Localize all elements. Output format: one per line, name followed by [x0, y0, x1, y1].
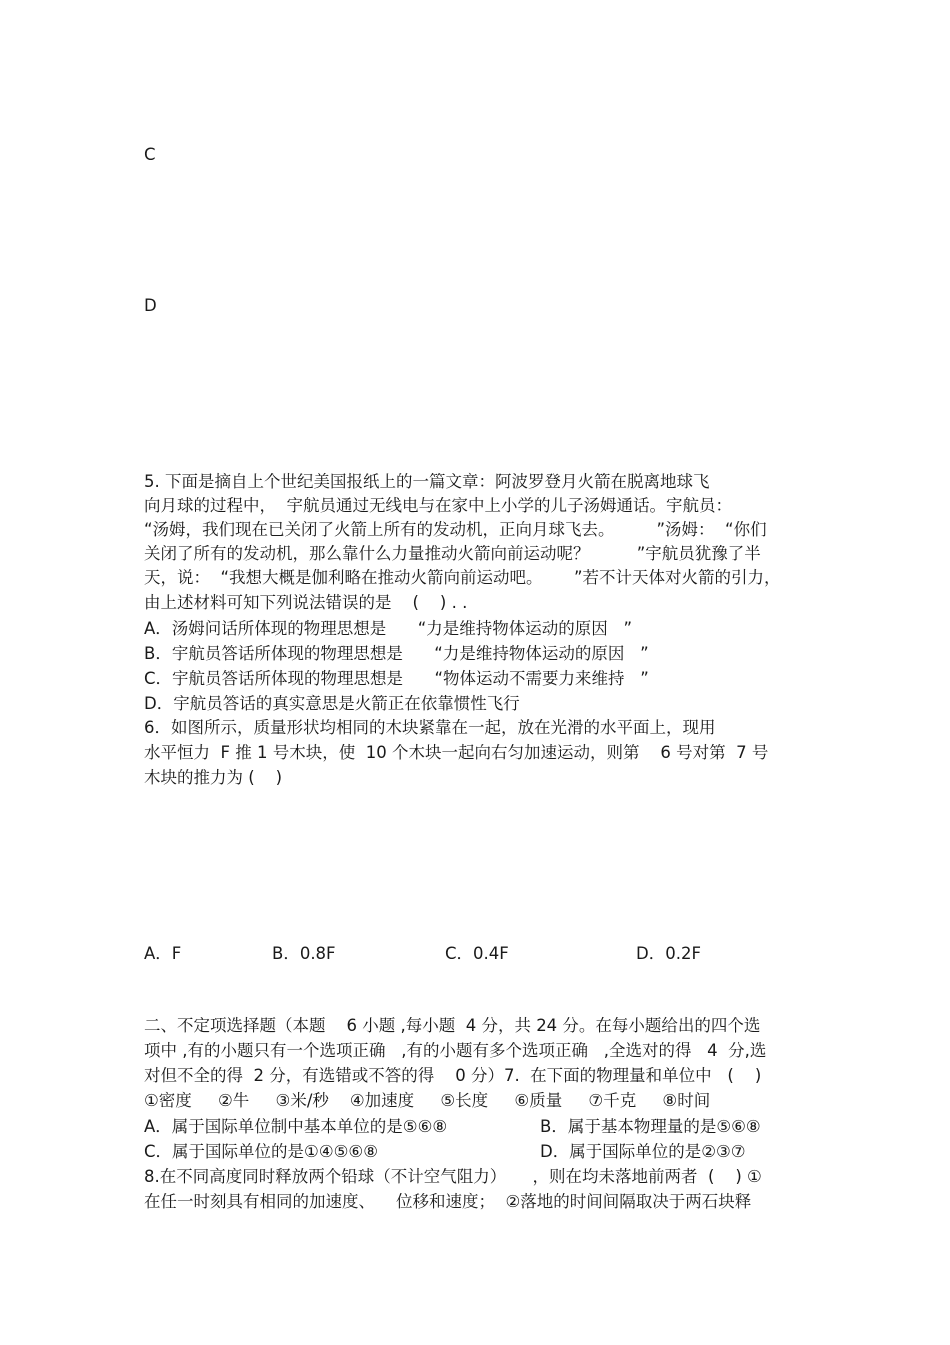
q6-text-line: 木块的推力为 ( ) — [144, 768, 283, 787]
section2-text-line: 二、不定项选择题（本题 6 小题 ,每小题 4 分，共 24 分。在每小题给出的四个选 — [144, 1016, 761, 1035]
q7-option-d: D．属于国际单位的是②③⑦ — [540, 1142, 746, 1161]
q5-text-line: 由上述材料可知下列说法错误的是 ( ) . . — [144, 593, 468, 612]
q8-text-line: 在任一时刻具有相同的加速度、 位移和速度； ②落地的时间间隔取决于两石块释 — [144, 1192, 752, 1211]
q6-option-b: B．0.8F — [272, 944, 336, 963]
q7-option-a: A．属于国际单位制中基本单位的是⑤⑥⑧ — [144, 1117, 448, 1136]
q5-option-c: C．宇航员答话所体现的物理思想是 “物体运动不需要力来维持 ” — [144, 669, 649, 688]
option-c-label: C — [144, 145, 156, 164]
section2-text-line: 对但不全的得 2 分，有选错或不答的得 0 分）7. 在下面的物理量和单位中 ( ) — [144, 1066, 762, 1085]
q5-text-line: 天，说： “我想大概是伽利略在推动火箭向前运动吧。 ”若不计天体对火箭的引力， — [144, 568, 781, 587]
q5-option-a: A．汤姆问话所体现的物理思想是 “力是维持物体运动的原因 ” — [144, 619, 633, 638]
q6-option-d: D．0.2F — [636, 944, 701, 963]
q6-text-line: 6．如图所示，质量形状均相同的木块紧靠在一起，放在光滑的水平面上，现用 — [144, 718, 716, 737]
q7-quantities-list: ①密度 ②牛 ③米/秒 ④加速度 ⑤长度 ⑥质量 ⑦千克 ⑧时间 — [144, 1091, 711, 1110]
q7-option-c: C．属于国际单位的是①④⑤⑥⑧ — [144, 1142, 378, 1161]
q5-text-line: 关闭了所有的发动机，那么靠什么力量推动火箭向前运动呢？ ”宇航员犹豫了半 — [144, 544, 761, 563]
option-d-label: D — [144, 296, 157, 315]
q5-option-b: B．宇航员答话所体现的物理思想是 “力是维持物体运动的原因 ” — [144, 644, 649, 663]
q5-text-line: 5. 下面是摘自上个世纪美国报纸上的一篇文章：阿波罗登月火箭在脱离地球飞 — [144, 472, 710, 491]
q5-text-line: 向月球的过程中， 宇航员通过无线电与在家中上小学的儿子汤姆通话。宇航员： — [144, 496, 732, 515]
q6-text-line: 水平恒力 F 推 1 号木块，使 10 个木块一起向右匀加速运动，则第 6 号对第 7 号 — [144, 743, 769, 762]
q5-text-line: “汤姆，我们现在已关闭了火箭上所有的发动机，正向月球飞去。 ”汤姆： “你们 — [144, 520, 767, 539]
q5-option-d: D．宇航员答话的真实意思是火箭正在依靠惯性飞行 — [144, 694, 520, 713]
q6-option-c: C．0.4F — [445, 944, 509, 963]
q6-option-a: A．F — [144, 944, 182, 963]
q8-text-line: 8.在不同高度同时释放两个铅球（不计空气阻力） ，则在均未落地前两者 ( ) ① — [144, 1167, 762, 1186]
section2-text-line: 项中 ,有的小题只有一个选项正确 ,有的小题有多个选项正确 ,全选对的得 4 分,选 — [144, 1041, 767, 1060]
q7-option-b: B．属于基本物理量的是⑤⑥⑧ — [540, 1117, 761, 1136]
